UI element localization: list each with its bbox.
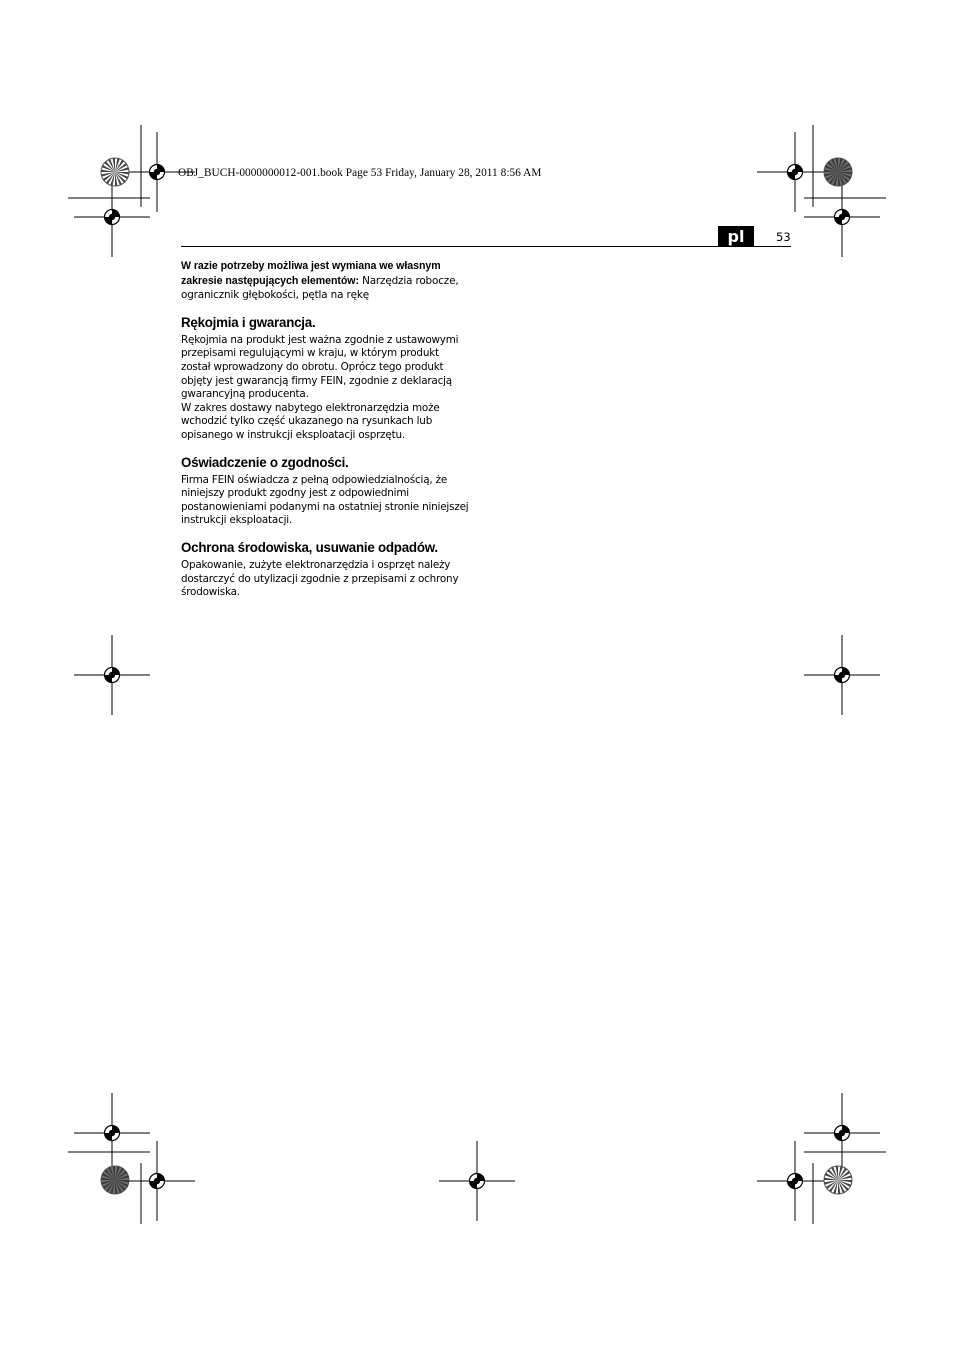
- section-title: Oświadczenie o zgodności.: [181, 454, 349, 471]
- text-line: postanowieniami podanymi na ostatniej stronie niniejszej: [181, 500, 469, 513]
- section-title: Rękojmia i gwarancja.: [181, 314, 316, 331]
- text-line: Firma FEIN oświadcza z pełną odpowiedzialnością, że: [181, 473, 448, 486]
- text-line: dostarczyć do utylizacji zgodnie z przepisami z ochrony: [181, 572, 459, 585]
- registration-target-icon: [804, 1093, 880, 1173]
- registration-target-icon: [757, 132, 833, 212]
- header-rule: [181, 246, 791, 247]
- text-line: W zakres dostawy nabytego elektronarzędzia może: [181, 401, 440, 414]
- intro-lead-line-1: W razie potrzeby możliwa jest wymiana we własnym: [181, 260, 441, 272]
- text-line: wchodzić tylko część ukazanego na rysunkach lub: [181, 415, 433, 428]
- text-line: objęty jest gwarancją firmy FEIN, zgodnie z deklaracją: [181, 374, 452, 387]
- star-target-icon: [824, 158, 852, 186]
- text-line: Rękojmia na produkt jest ważna zgodnie z ustawowymi: [181, 333, 459, 346]
- intro-rest-line-1: Narzędzia robocze,: [358, 274, 459, 287]
- registration-target-icon: [74, 635, 150, 715]
- registration-target-icon: [119, 1141, 195, 1221]
- section-body: [181, 559, 491, 600]
- text-line: został wprowadzony do obrotu. Oprócz tego produkt: [181, 360, 444, 373]
- star-target-icon: [101, 158, 129, 186]
- print-slug-line: OBJ_BUCH-0000000012-001.book Page 53 Friday, January 28, 2011 8:56 AM: [178, 167, 542, 179]
- section-environment: [181, 540, 491, 600]
- registration-target-icon: [804, 635, 880, 715]
- text-line: Opakowanie, zużyte elektronarzędzia i osprzęt należy: [181, 558, 451, 571]
- section-title: Ochrona środowiska, usuwanie odpadów.: [181, 539, 438, 556]
- text-line: przepisami regulującymi w kraju, w którym produkt: [181, 347, 439, 360]
- main-content: [181, 259, 491, 600]
- registration-target-icon: [439, 1141, 515, 1221]
- section-warranty: [181, 315, 491, 443]
- text-line: instrukcji eksploatacji.: [181, 514, 293, 527]
- text-line: opisanego w instrukcji eksploatacji osprzętu.: [181, 428, 405, 441]
- intro-rest-line-2: ogranicznik głębokości, pętla na rękę: [181, 289, 369, 302]
- text-line: środowiska.: [181, 586, 240, 599]
- section-body: [181, 334, 491, 443]
- language-badge: pl: [718, 226, 754, 247]
- section-conformity: [181, 455, 491, 528]
- registration-target-icon: [804, 177, 880, 257]
- star-target-icon: [101, 1166, 129, 1194]
- registration-target-icon: [757, 1141, 833, 1221]
- intro-lead-line-2: zakresie następujących elementów:: [181, 274, 359, 287]
- registration-target-icon: [74, 1093, 150, 1173]
- text-line: niniejszy produkt zgodny jest z odpowiednimi: [181, 487, 409, 500]
- registration-target-icon: [74, 177, 150, 257]
- text-line: gwarancyjną producenta.: [181, 388, 309, 401]
- section-body: [181, 474, 491, 528]
- page-number: 53: [776, 230, 791, 244]
- star-target-icon: [824, 1166, 852, 1194]
- replaceable-parts-paragraph: [181, 259, 491, 303]
